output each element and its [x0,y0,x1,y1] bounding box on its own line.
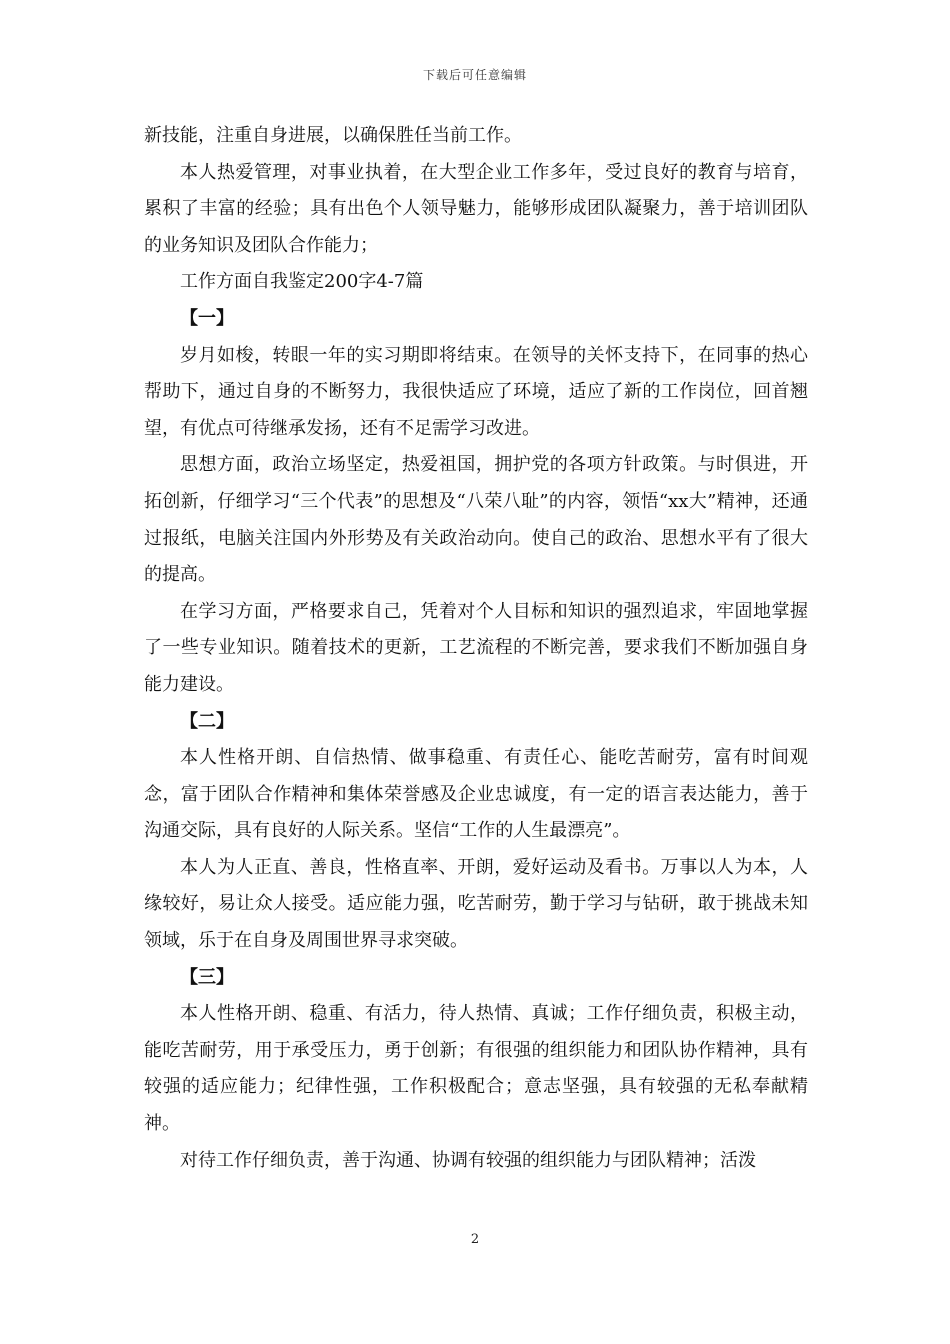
paragraph-continuation: 新技能，注重自身进展，以确保胜任当前工作。 [144,125,522,146]
paragraph: 本人性格开朗、稳重、有活力，待人热情、真诚；工作仔细负责，积极主动，能吃苦耐劳，用于承受压力，勇于创新；有很强的组织能力和团队协作精神，具有较强的适应能力；纪律性强，工作积极配合；意志坚强，具有较强的无私奉献精神。 [144,1003,808,1135]
paragraph: 本人热爱管理，对事业执着，在大型企业工作多年，受过良好的教育与培育，累积了丰富的经验；具有出色个人领导魅力，能够形成团队凝聚力，善于培训团队的业务知识及团队合作能力； [144,161,808,256]
paragraph: 本人性格开朗、自信热情、做事稳重、有责任心、能吃苦耐劳，富有时间观念，富于团队合作精神和集体荣誉感及企业忠诚度，有一定的语言表达能力，善于沟通交际，具有良好的人际关系。坚信“工作的人生最漂亮”。 [144,747,808,842]
paragraph: 思想方面，政治立场坚定，热爱祖国，拥护党的各项方针政策。与时俱进，开拓创新，仔细学习“三个代表”的思想及“八荣八耻”的内容，领悟“xx大”精神，还通过报纸，电脑关注国内外形势及有关政治动向。使自己的政治、思想水平有了很大的提高。 [144,454,808,586]
paragraph: 在学习方面，严格要求自己，凭着对个人目标和知识的强烈追求，牢固地掌握了一些专业知识。随着技术的更新，工艺流程的不断完善，要求我们不断加强自身能力建设。 [144,600,808,695]
section-title: 工作方面自我鉴定200字4-7篇 [180,271,424,293]
section-heading-3: 【三】 [180,966,234,988]
section-heading-1: 【一】 [180,307,234,329]
page-number: 2 [470,1232,480,1247]
paragraph: 本人为人正直、善良，性格直率、开朗，爱好运动及看书。万事以人为本，人缘较好，易让众人接受。适应能力强，吃苦耐劳，勤于学习与钻研，敢于挑战未知领域，乐于在自身及周围世界寻求突破。 [144,856,808,952]
section-heading-2: 【二】 [180,710,234,732]
header-note: 下载后可任意编辑 [422,68,527,82]
paragraph: 岁月如梭，转眼一年的实习期即将结束。在领导的关怀支持下，在同事的热心帮助下，通过自身的不断努力，我很快适应了环境，适应了新的工作岗位，回首翘望，有优点可待继承发扬，还有不足需学习改进。 [144,344,808,439]
document-body [144,118,808,1179]
paragraph: 对待工作仔细负责，善于沟通、协调有较强的组织能力与团队精神；活泼 [180,1149,756,1171]
